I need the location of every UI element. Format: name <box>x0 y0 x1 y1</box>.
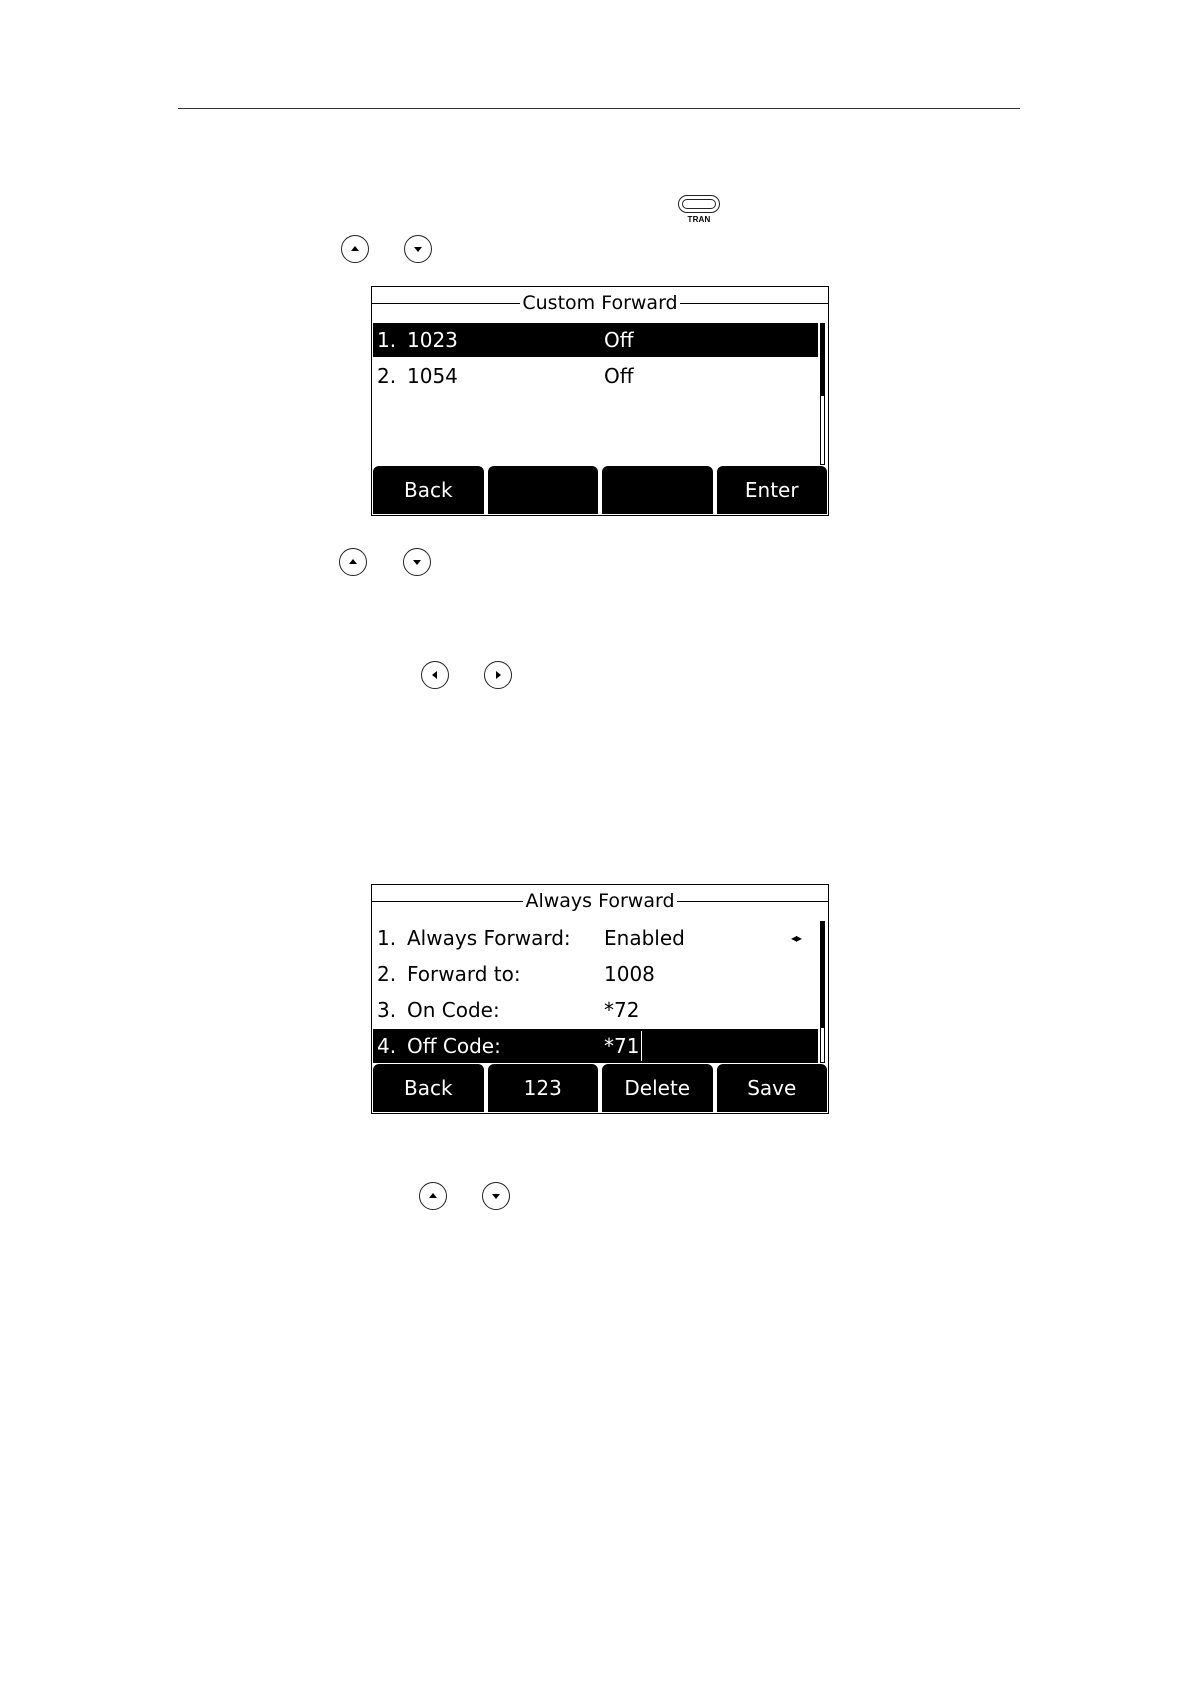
row-label: Forward to: <box>407 962 521 986</box>
row-number: 2. <box>377 364 397 388</box>
text-cursor <box>641 1031 642 1061</box>
row-number: 1. <box>377 328 397 352</box>
screen-title: Custom Forward <box>522 292 678 314</box>
row-label: Always Forward: <box>407 926 571 950</box>
row-number: 1. <box>377 926 397 950</box>
row-label: Off Code: <box>407 1034 501 1058</box>
custom-forward-screen <box>371 286 829 516</box>
save-softkey[interactable]: Save <box>717 1064 828 1112</box>
off-code-field[interactable] <box>373 1029 818 1063</box>
right-arrow-key-icon <box>484 661 512 689</box>
up-arrow-key-icon <box>419 1182 447 1210</box>
row-value: *71 <box>604 1034 640 1058</box>
row-value: *72 <box>604 998 640 1022</box>
row-label: 1023 <box>407 328 458 352</box>
on-code-field[interactable] <box>373 993 818 1027</box>
row-value: Off <box>604 364 634 388</box>
list-item-1054[interactable] <box>373 359 818 393</box>
up-arrow-key-icon <box>341 235 369 263</box>
back-softkey[interactable]: Back <box>373 466 484 514</box>
scrollbar[interactable] <box>820 323 825 465</box>
row-number: 2. <box>377 962 397 986</box>
back-softkey[interactable]: Back <box>373 1064 484 1112</box>
softkey-3[interactable] <box>602 466 713 514</box>
up-arrow-key-icon <box>339 548 367 576</box>
left-right-arrows-icon: ◂▸ <box>791 931 802 945</box>
list-item-1023[interactable] <box>373 323 818 357</box>
forward-to-field[interactable] <box>373 957 818 991</box>
scrollbar[interactable] <box>820 921 825 1063</box>
row-label: On Code: <box>407 998 500 1022</box>
row-value: Off <box>604 328 634 352</box>
softkey-bar <box>373 466 827 514</box>
screen-title: Always Forward <box>525 890 675 912</box>
enter-softkey[interactable]: Enter <box>717 466 828 514</box>
always-forward-screen <box>371 884 829 1114</box>
down-arrow-key-icon <box>404 235 432 263</box>
delete-softkey[interactable]: Delete <box>602 1064 713 1112</box>
input-mode-softkey[interactable]: 123 <box>488 1064 599 1112</box>
always-forward-option[interactable] <box>373 921 818 955</box>
row-value: Enabled <box>604 926 685 950</box>
left-arrow-key-icon <box>421 661 449 689</box>
softkey-bar <box>373 1064 827 1112</box>
header-rule <box>178 108 1020 109</box>
row-number: 4. <box>377 1034 397 1058</box>
down-arrow-key-icon <box>403 548 431 576</box>
down-arrow-key-icon <box>482 1182 510 1210</box>
row-label: 1054 <box>407 364 458 388</box>
row-number: 3. <box>377 998 397 1022</box>
softkey-2[interactable] <box>488 466 599 514</box>
tran-key-label: TRAN <box>687 215 711 224</box>
row-value: 1008 <box>604 962 655 986</box>
tran-key-icon <box>676 193 722 227</box>
